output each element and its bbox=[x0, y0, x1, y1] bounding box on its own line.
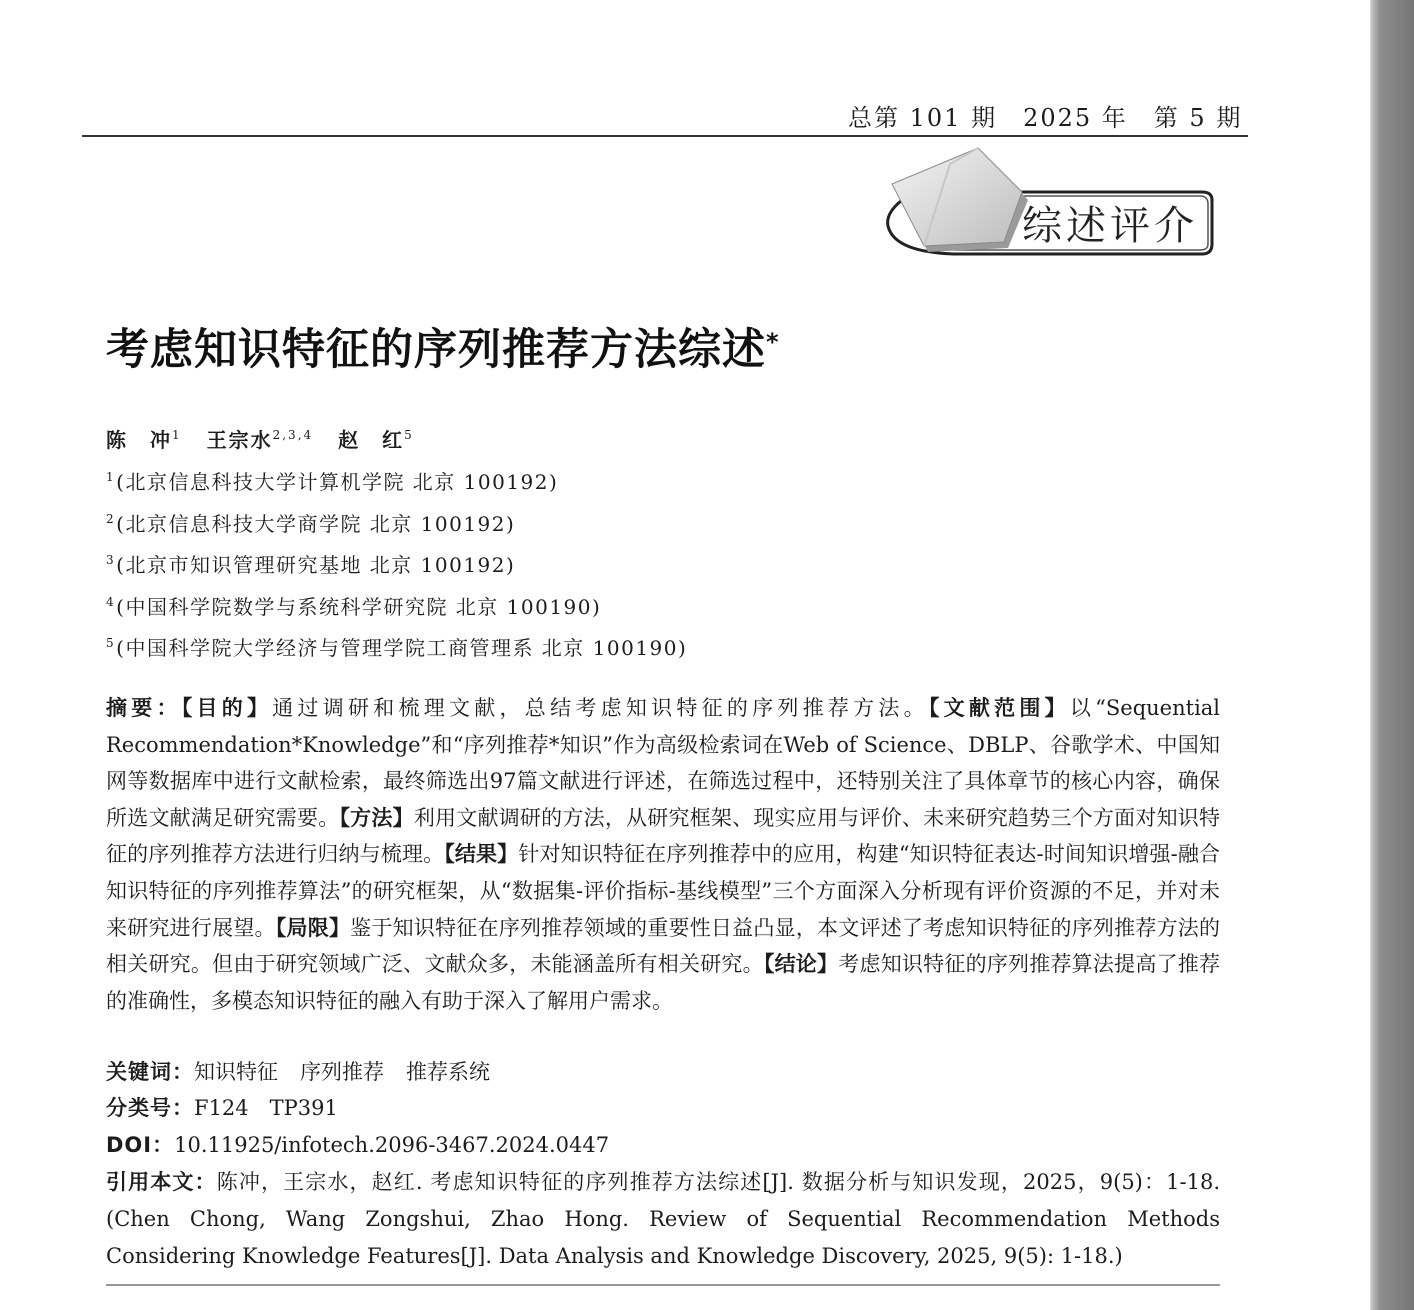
citation-zh: 陈冲，王宗水，赵红. 考虑知识特征的序列推荐方法综述[J]. 数据分析与知识发现，2025，9(5)：1-18. bbox=[216, 1170, 1220, 1194]
affiliation-text: (北京信息科技大学商学院 北京 100192) bbox=[116, 511, 516, 536]
classification bbox=[106, 1092, 1220, 1122]
affiliation bbox=[106, 508, 687, 550]
classification-label: 分类号： bbox=[106, 1096, 194, 1120]
viewer-scrollbar[interactable] bbox=[1370, 0, 1414, 1310]
citation bbox=[106, 1164, 1220, 1275]
author bbox=[207, 424, 314, 453]
affiliation bbox=[106, 591, 687, 633]
citation-label: 引用本文： bbox=[106, 1170, 217, 1194]
author bbox=[338, 424, 414, 453]
footer-divider bbox=[106, 1284, 1220, 1286]
journal-issue-header bbox=[848, 98, 1268, 133]
affiliation-sup: 4 bbox=[106, 594, 116, 609]
affiliation-sup: 2 bbox=[106, 511, 116, 526]
purpose-label: 【目的】 bbox=[181, 696, 273, 720]
issue-year: 2025 年 bbox=[1023, 104, 1128, 132]
citation-en: (Chen Chong, Wang Zongshui, Zhao Hong. Review of Sequential Recommendation Methods Considering Knowledge Features[J]. Data Analysis and Knowledge Discovery, 2025, 9(5): 1-18.) bbox=[106, 1207, 1220, 1268]
keywords bbox=[106, 1056, 1220, 1086]
title-footnote-mark: * bbox=[766, 328, 780, 356]
author-name: 赵 红 bbox=[338, 428, 405, 452]
method-label: 【方法】 bbox=[339, 805, 414, 830]
scope-text: 以“Sequential Recommendation*Knowledge”和“序列推荐*知识”作为高级检索词在Web of Science、DBLP、谷歌学术、中国知网等数据库中进行文献检索，最终筛选出97篇文献进行评述，在筛选过程中，还特别关注了具体章节的核心内容，确保所选文献满足研究需要。 bbox=[106, 696, 1221, 830]
classification-value: F124 TP391 bbox=[194, 1096, 338, 1120]
doi bbox=[106, 1129, 1220, 1159]
doi-value: 10.11925/infotech.2096-3467.2024.0447 bbox=[174, 1133, 610, 1157]
affiliation-text: (北京市知识管理研究基地 北京 100192) bbox=[116, 553, 516, 577]
doi-label: DOI： bbox=[106, 1133, 175, 1157]
affiliation-text: (北京信息科技大学计算机学院 北京 100192) bbox=[116, 470, 559, 494]
keyword: 知识特征 bbox=[194, 1060, 278, 1084]
abstract-label: 摘要： bbox=[106, 696, 182, 720]
issue-number: 第 5 期 bbox=[1153, 104, 1243, 132]
author-name: 陈 冲 bbox=[106, 428, 172, 452]
author-affil-sup: 1 bbox=[172, 428, 182, 442]
article-title-text: 考虑知识特征的序列推荐方法综述 bbox=[106, 325, 766, 375]
affiliation bbox=[106, 632, 687, 674]
method-text: 利用文献调研的方法，从研究框架、现实应用与评价、未来研究趋势三个方面对知识特征的序列推荐方法进行归纳与梳理。 bbox=[106, 805, 1221, 867]
affiliation-list bbox=[106, 466, 687, 674]
result-label: 【结果】 bbox=[444, 842, 519, 867]
author bbox=[106, 424, 182, 453]
result-text: 针对知识特征在序列推荐中的应用，构建“知识特征表达-时间知识增强-融合知识特征的序列推荐算法”的研究框架，从“数据集-评价指标-基线模型”三个方面深入分析现有评价资源的不足，并对未来研究进行展望。 bbox=[106, 842, 1220, 940]
affiliation bbox=[106, 549, 687, 591]
header-divider bbox=[82, 135, 1248, 137]
author-affil-sup: 5 bbox=[404, 428, 414, 442]
limitation-label: 【局限】 bbox=[275, 915, 351, 940]
author-list bbox=[106, 424, 432, 453]
article-title bbox=[106, 316, 780, 377]
affiliation-text: (中国科学院数学与系统科学研究院 北京 100190) bbox=[116, 594, 602, 619]
affiliation-text: (中国科学院大学经济与管理学院工商管理系 北京 100190) bbox=[116, 636, 688, 660]
section-badge-label: 综述评介 bbox=[1022, 203, 1198, 249]
limitation-text: 鉴于知识特征在序列推荐领域的重要性日益凸显，本文评述了考虑知识特征的序列推荐方法的相关研究。但由于研究领域广泛、文献众多，未能涵盖所有相关研究。 bbox=[106, 915, 1221, 977]
conclusion-label: 【结论】 bbox=[763, 952, 839, 977]
keyword: 推荐系统 bbox=[406, 1060, 490, 1084]
keyword: 序列推荐 bbox=[300, 1060, 384, 1084]
affiliation-sup: 5 bbox=[106, 636, 116, 650]
scope-label: 【文献范围】 bbox=[928, 696, 1070, 720]
abstract bbox=[106, 690, 1220, 1019]
affiliation-sup: 1 bbox=[106, 470, 116, 484]
author-affil-sup: 2,3,4 bbox=[272, 428, 314, 442]
conclusion-text: 考虑知识特征的序列推荐算法提高了推荐的准确性，多模态知识特征的融入有助于深入了解用户需求。 bbox=[106, 952, 1221, 1013]
author-name: 王宗水 bbox=[206, 428, 273, 452]
issue-total: 总第 101 期 bbox=[848, 104, 998, 132]
affiliation bbox=[106, 466, 687, 508]
purpose-text: 通过调研和梳理文献，总结考虑知识特征的序列推荐方法。 bbox=[272, 696, 929, 720]
keywords-label: 关键词： bbox=[106, 1060, 194, 1084]
affiliation-sup: 3 bbox=[106, 553, 116, 567]
